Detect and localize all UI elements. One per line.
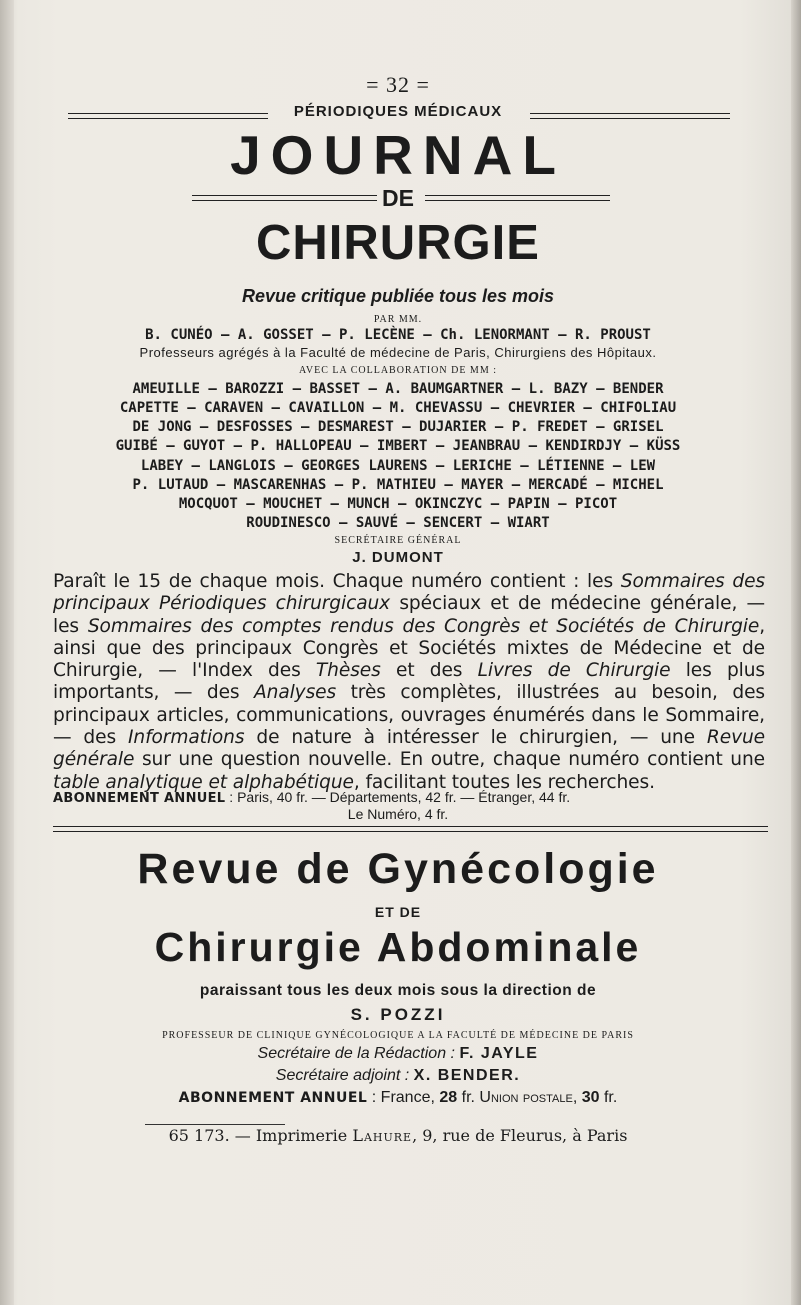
revue-title-etde: ET DE — [374, 904, 422, 920]
imprint-rule — [145, 1124, 285, 1125]
collaborators-row: ROUDINESCO — SAUVÉ — SENCERT — WIART — [246, 515, 550, 531]
revue-title-chirurgie: Chirurgie Abdominale — [154, 924, 642, 970]
directors-title: Professeurs agrégés à la Faculté de médecine de Paris, Chirurgiens des Hôpitaux. — [139, 345, 657, 360]
journal-subscription: ABONNEMENT ANNUEL : Paris, 40 fr. — Départements, 42 fr. — Étranger, 44 fr. — [53, 789, 571, 806]
redaction-secretary: Secrétaire de la Rédaction : F. JAYLE — [257, 1045, 539, 1062]
issue-price: Le Numéro, 4 fr. — [347, 806, 449, 822]
revue-director-title: PROFESSEUR DE CLINIQUE GYNÉCOLOGIQUE A LA FACULTÉ DE MÉDECINE DE PARIS — [162, 1030, 634, 1041]
series-heading: PÉRIODIQUES MÉDICAUX — [293, 103, 503, 120]
journal-title: JOURNAL — [230, 124, 566, 186]
rule-de-right — [425, 195, 610, 201]
collaborators-row: MOCQUOT — MOUCHET — MUNCH — OKINCZYC — PAPIN — PICOT — [178, 496, 618, 512]
page-number: = 32 = — [366, 72, 430, 97]
revue-director: S. POZZI — [350, 1005, 446, 1024]
revue-title: Revue de Gynécologie — [137, 845, 659, 893]
page-edge-shadow — [791, 0, 801, 1305]
collaborators-row: CAPETTE — CARAVEN — CAVAILLON — M. CHEVASSU — CHEVRIER — CHIFOLIAU — [119, 400, 677, 416]
secretary-label: SECRÉTAIRE GÉNÉRAL — [334, 535, 462, 546]
journal-subtitle: Revue critique publiée tous les mois — [241, 286, 555, 306]
section-divider — [53, 826, 768, 832]
journal-description: Paraît le 15 de chaque mois. Chaque numéro contient : les Sommaires des principaux Périodiques chirurgicaux spéciaux et de médecine générale, — les Sommaires des comptes rendus des Congrès et Sociétés de Chirurgie, ainsi que des principaux Congrès et Sociétés mixtes de Médecine et de Chirurgie, — l'Index des Thèses et des Livres de Chirurgie les plus importants, — des Analyses très complètes, illustrées au besoin, des principaux articles, communications, ouvrages énumérés dans le Sommaire, — des Informations de nature à intéresser le chirurgien, — une Revue générale sur une question nouvelle. En outre, chaque numéro contient une table analytique et alphabétique, facilitant toutes les recherches. — [53, 571, 765, 793]
collaboration-label: AVEC LA COLLABORATION DE MM : — [299, 365, 497, 376]
page-spine-shadow — [0, 0, 14, 1305]
journal-title-de: DE — [382, 185, 414, 211]
collaborators-row: GUIBÉ — GUYOT — P. HALLOPEAU — IMBERT — JEANBRAU — KENDIRDJY — KÜSS — [115, 438, 681, 454]
revue-frequency: paraissant tous les deux mois sous la direction de — [199, 982, 597, 999]
directors-list: B. CUNÉO — A. GOSSET — P. LECÈNE — Ch. LENORMANT — R. PROUST — [145, 327, 651, 343]
revue-subscription: ABONNEMENT ANNUEL : France, 28 fr. Union postale, 30 fr. — [178, 1089, 618, 1106]
secretary-name: J. DUMONT — [352, 549, 444, 566]
adjoint-secretary: Secrétaire adjoint : X. BENDER. — [275, 1067, 521, 1084]
collaborators-row: P. LUTAUD — MASCARENHAS — P. MATHIEU — MAYER — MERCADÉ — MICHEL — [132, 477, 664, 493]
subscription-label: ABONNEMENT ANNUEL — [53, 791, 226, 806]
journal-title-chirurgie: CHIRURGIE — [256, 216, 540, 270]
collaborators-row: LABEY — LANGLOIS — GEORGES LAURENS — LERICHE — LÉTIENNE — LEW — [140, 458, 656, 474]
printer-imprint: 65 173. — Imprimerie Lahure, 9, rue de Fleurus, à Paris — [168, 1126, 628, 1145]
par-mm: PAR MM. — [373, 314, 423, 325]
collaborators-row: DE JONG — DESFOSSES — DESMAREST — DUJARIER — P. FREDET — GRISEL — [132, 419, 664, 435]
rule-right — [530, 113, 730, 119]
collaborators-row: AMEUILLE — BAROZZI — BASSET — A. BAUMGARTNER — L. BAZY — BENDER — [132, 381, 664, 397]
